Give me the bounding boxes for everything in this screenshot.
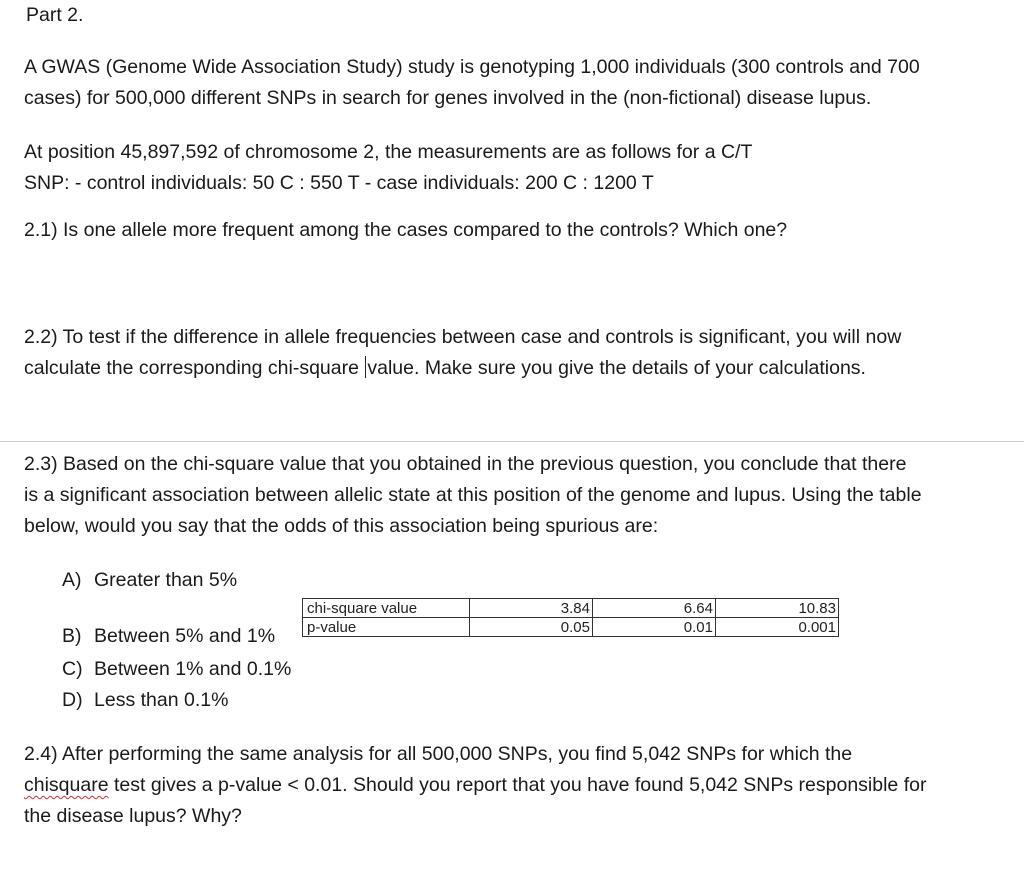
question-2-2-line-2 xyxy=(24,353,999,384)
option-c-text: Between 1% and 0.1% xyxy=(94,658,292,680)
question-2-2-line-2-start: calculate the corresponding chi-square xyxy=(24,357,359,379)
table-cell: 10.83 xyxy=(716,599,839,618)
question-2-4-line-2 xyxy=(24,770,999,801)
chi-square-table xyxy=(302,598,839,637)
table-row-chi-square xyxy=(303,599,839,618)
table-label-p-value: p-value xyxy=(303,618,470,637)
question-2-4-line-3: the disease lupus? Why? xyxy=(24,805,242,827)
intro-line-2: cases) for 500,000 different SNPs in search for genes involved in the (non-fictional) disease lupus. xyxy=(24,87,872,109)
question-2-3 xyxy=(24,449,999,542)
question-2-1: 2.1) Is one allele more frequent among the cases compared to the controls? Which one? xyxy=(24,219,788,241)
misspelled-word: chisquare xyxy=(24,774,109,796)
question-2-2-line-2-end: value. Make sure you give the details of your calculations. xyxy=(367,357,866,379)
option-b xyxy=(62,621,275,652)
question-2-4-line-2-rest: test gives a p-value < 0.01. Should you report that you have found 5,042 SNPs responsible for xyxy=(108,774,927,796)
question-2-3-line-3: below, would you say that the odds of this association being spurious are: xyxy=(24,515,659,537)
question-2-4 xyxy=(24,739,999,832)
page-divider xyxy=(0,441,1024,442)
option-d-letter: D) xyxy=(62,689,83,711)
table-cell: 0.01 xyxy=(593,618,716,637)
option-c xyxy=(62,654,291,685)
option-b-letter: B) xyxy=(62,625,82,647)
option-b-text: Between 5% and 1% xyxy=(94,625,276,647)
option-a-letter: A) xyxy=(62,569,82,591)
option-a-text: Greater than 5% xyxy=(94,569,238,591)
intro-line-1: A GWAS (Genome Wide Association Study) study is genotyping 1,000 individuals (300 controls and 700 xyxy=(24,56,920,78)
question-2-4-line-1: 2.4) After performing the same analysis for all 500,000 SNPs, you find 5,042 SNPs for which the xyxy=(24,743,853,765)
intro-paragraph xyxy=(24,52,999,114)
table-row-p-value xyxy=(303,618,839,637)
option-d xyxy=(62,685,228,716)
table-cell: 6.64 xyxy=(593,599,716,618)
measurement-line-2: SNP: - control individuals: 50 C : 550 T - case individuals: 200 C : 1200 T xyxy=(24,172,654,194)
part-heading: Part 2. xyxy=(26,4,84,26)
question-2-3-line-1: 2.3) Based on the chi-square value that you obtained in the previous question, you conclude that there xyxy=(24,453,907,475)
table-cell: 3.84 xyxy=(470,599,593,618)
question-2-2-line-1: 2.2) To test if the difference in allele frequencies between case and controls is significant, you will now xyxy=(24,326,902,348)
option-c-letter: C) xyxy=(62,658,83,680)
measurement-line-1: At position 45,897,592 of chromosome 2, the measurements are as follows for a C/T xyxy=(24,141,753,163)
option-d-text: Less than 0.1% xyxy=(94,689,229,711)
question-2-2 xyxy=(24,322,999,384)
table-label-chi-square: chi-square value xyxy=(303,599,470,618)
table-cell: 0.001 xyxy=(716,618,839,637)
table-cell: 0.05 xyxy=(470,618,593,637)
option-a xyxy=(62,565,237,596)
measurement-paragraph xyxy=(24,137,999,199)
question-2-3-line-2: is a significant association between allelic state at this position of the genome and lupus. Using the table xyxy=(24,484,922,506)
